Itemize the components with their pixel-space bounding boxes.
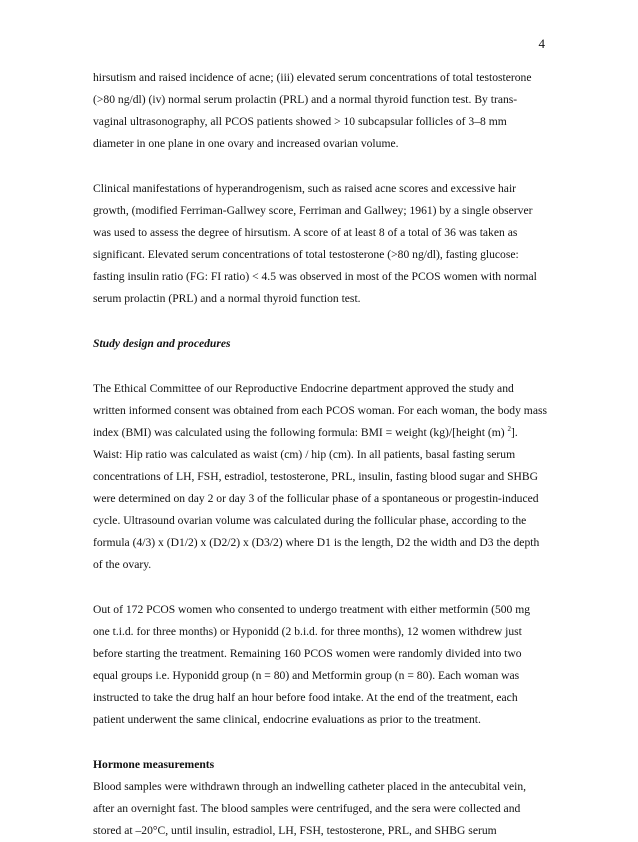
paragraph-gap xyxy=(93,310,553,333)
text-line: after an overnight fast. The blood samples were centrifuged, and the sera were collected and xyxy=(93,802,521,815)
text-line: was used to assess the degree of hirsutism. A score of at least 8 of a total of 36 was taken as xyxy=(93,226,518,239)
text-line: fasting insulin ratio (FG: FI ratio) < 4.5 was observed in most of the PCOS women with normal xyxy=(93,270,537,283)
text-line: cycle. Ultrasound ovarian volume was calculated during the follicular phase, according to the xyxy=(93,514,527,527)
text-line: equal groups i.e. Hyponidd group (n = 80) and Metformin group (n = 80). Each woman was xyxy=(93,669,520,682)
text-line: formula (4/3) x (D1/2) x (D2/2) x (D3/2) where D1 is the length, D2 the width and D3 the depth xyxy=(93,536,540,549)
text-line: written informed consent was obtained from each PCOS woman. For each woman, the body mass xyxy=(93,404,547,417)
paragraph-treatment-groups xyxy=(93,599,553,731)
text-line: stored at –20°C, until insulin, estradiol, LH, FSH, testosterone, PRL, and SHBG serum xyxy=(93,824,497,837)
bmi-formula-end: ]. xyxy=(510,426,518,439)
paragraph-gap xyxy=(93,576,553,599)
text-line: concentrations of LH, FSH, estradiol, testosterone, PRL, insulin, fasting blood sugar and SHBG xyxy=(93,470,539,483)
text-line: The Ethical Committee of our Reproductive Endocrine department approved the study and xyxy=(93,382,514,395)
text-line: diameter in one plane in one ovary and increased ovarian volume. xyxy=(93,137,399,150)
document-body xyxy=(93,67,553,842)
page-number: 4 xyxy=(538,36,545,51)
text-line: Waist: Hip ratio was calculated as waist (cm) / hip (cm). In all patients, basal fasting serum xyxy=(93,448,516,461)
paragraph-clinical-manifestations xyxy=(93,178,553,310)
text-line: hirsutism and raised incidence of acne; (iii) elevated serum concentrations of total testosterone xyxy=(93,71,532,84)
text-line: growth, (modified Ferriman-Gallwey score, Ferriman and Gallwey; 1961) by a single observer xyxy=(93,204,533,217)
text-line: of the ovary. xyxy=(93,558,152,571)
text-line: Out of 172 PCOS women who consented to undergo treatment with either metformin (500 mg xyxy=(93,603,531,616)
text-line: instructed to take the drug half an hour before food intake. At the end of the treatment, each xyxy=(93,691,518,704)
text-line: one t.i.d. for three months) or Hyponidd (2 b.i.d. for three months), 12 women withdrew just xyxy=(93,625,522,638)
text-line: vaginal ultrasonography, all PCOS patients showed > 10 subcapsular follicles of 3–8 mm xyxy=(93,115,507,128)
section-heading-study-design: Study design and procedures xyxy=(93,337,231,350)
section-heading-hormone-measurements: Hormone measurements xyxy=(93,758,215,771)
text-line: before starting the treatment. Remaining 160 PCOS women were randomly divided into two xyxy=(93,647,522,660)
text-line: (>80 ng/dl) (iv) normal serum prolactin (PRL) and a normal thyroid function test. By trans- xyxy=(93,93,518,106)
paragraph-gap xyxy=(93,731,553,754)
paragraph-study-design xyxy=(93,378,553,576)
text-line: were determined on day 2 or day 3 of the follicular phase of a spontaneous or progestin-induced xyxy=(93,492,539,505)
text-line-bmi-formula xyxy=(93,422,553,444)
text-line: Clinical manifestations of hyperandrogenism, such as raised acne scores and excessive hair xyxy=(93,182,517,195)
paragraph-gap xyxy=(93,355,553,378)
bmi-formula-text: index (BMI) was calculated using the following formula: BMI = weight (kg)/[height (m) xyxy=(93,426,508,439)
text-line: significant. Elevated serum concentrations of total testosterone (>80 ng/dl), fasting glucose: xyxy=(93,248,519,261)
paragraph-diagnostic-criteria xyxy=(93,67,553,155)
paragraph-gap xyxy=(93,155,553,178)
superscript-exponent: 2 xyxy=(507,425,511,434)
text-line: patient underwent the same clinical, endocrine evaluations as prior to the treatment. xyxy=(93,713,481,726)
paragraph-hormone-measurements xyxy=(93,776,553,842)
text-line: Blood samples were withdrawn through an indwelling catheter placed in the antecubital vein, xyxy=(93,780,527,793)
text-line: serum prolactin (PRL) and a normal thyroid function test. xyxy=(93,292,361,305)
